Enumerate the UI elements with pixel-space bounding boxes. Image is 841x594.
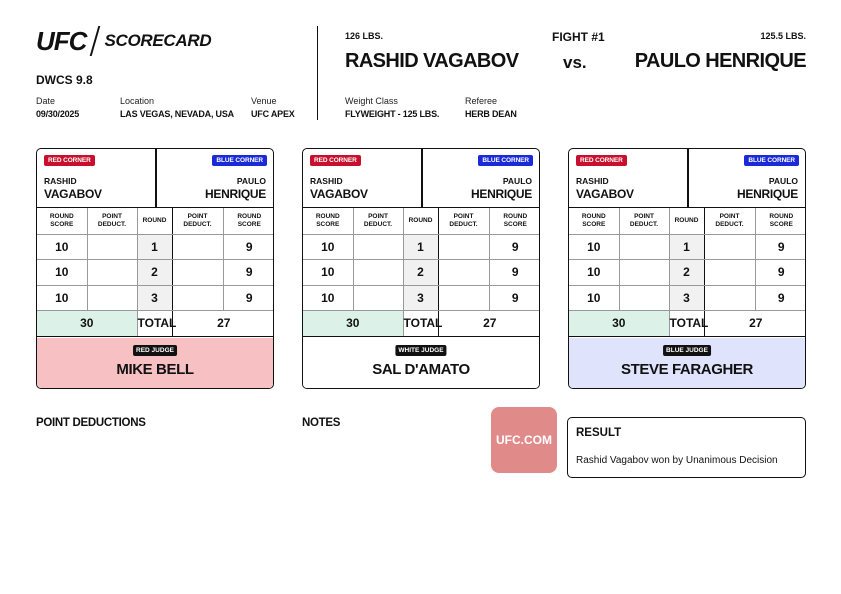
blue-point-deduction — [704, 285, 755, 311]
red-round-score: 10 — [37, 285, 87, 311]
referee-label: Referee — [465, 96, 498, 106]
total-label: TOTAL — [137, 311, 172, 337]
result-box — [567, 417, 806, 478]
blue-fighter-first-name: PAULO — [768, 176, 798, 186]
brand-divider — [90, 26, 101, 56]
red-fighter-last-name: VAGABOV — [310, 187, 368, 201]
total-row — [303, 311, 540, 337]
round-number: 1 — [669, 234, 704, 260]
round-row — [569, 260, 806, 286]
judge-name: MIKE BELL — [116, 361, 194, 378]
round-number: 2 — [403, 260, 438, 286]
red-total-score: 30 — [569, 311, 669, 337]
venue-label: Venue — [251, 96, 277, 106]
blue-fighter-first-name: PAULO — [502, 176, 532, 186]
versus-label: vs. — [563, 53, 587, 72]
red-round-score: 10 — [37, 234, 87, 260]
date-value: 09/30/2025 — [36, 109, 80, 119]
blue-round-score: 9 — [489, 285, 540, 311]
red-fighter-last-name: VAGABOV — [576, 187, 634, 201]
red-corner-tag: RED CORNER — [310, 155, 361, 166]
round-row — [569, 285, 806, 311]
blue-round-score-header: ROUND SCORE — [489, 208, 540, 234]
result-title: RESULT — [576, 427, 622, 439]
round-number: 2 — [137, 260, 172, 286]
card-header-divider — [687, 149, 689, 208]
scorecard-title: SCORECARD — [104, 31, 212, 50]
round-header: ROUND — [669, 208, 704, 234]
score-table-header — [37, 208, 274, 234]
scorecard — [568, 148, 806, 389]
red-round-score: 10 — [569, 260, 619, 286]
red-round-score: 10 — [569, 285, 619, 311]
blue-fighter-weight: 125.5 LBS. — [760, 31, 806, 41]
red-point-deduct-header: POINT DEDUCT. — [87, 208, 137, 234]
brand-header — [36, 26, 211, 56]
blue-total-score: 27 — [438, 311, 540, 337]
score-table-header — [303, 208, 540, 234]
total-row — [37, 311, 274, 337]
red-fighter-last-name: VAGABOV — [44, 187, 102, 201]
judge-area — [569, 338, 805, 389]
blue-total-score: 27 — [172, 311, 274, 337]
round-row — [569, 234, 806, 260]
card-header-divider — [155, 149, 157, 208]
round-row — [37, 260, 274, 286]
blue-point-deduct-header: POINT DEDUCT. — [704, 208, 755, 234]
location-value: LAS VEGAS, NEVADA, USA — [120, 109, 234, 119]
red-round-score: 10 — [303, 285, 353, 311]
red-fighter-first-name: RASHID — [310, 176, 343, 186]
round-header: ROUND — [403, 208, 438, 234]
score-table — [303, 208, 540, 337]
location-label: Location — [120, 96, 155, 106]
total-row — [569, 311, 806, 337]
blue-point-deduction — [172, 285, 223, 311]
blue-round-score-header: ROUND SCORE — [755, 208, 806, 234]
red-round-score-header: ROUND SCORE — [569, 208, 619, 234]
red-total-score: 30 — [303, 311, 403, 337]
ufc-com-badge-text: UFC.COM — [496, 433, 552, 447]
blue-round-score: 9 — [755, 285, 806, 311]
round-number: 3 — [669, 285, 704, 311]
red-round-score-header: ROUND SCORE — [37, 208, 87, 234]
blue-round-score: 9 — [489, 260, 540, 286]
red-total-score: 30 — [37, 311, 137, 337]
blue-round-score: 9 — [223, 260, 274, 286]
round-number: 1 — [137, 234, 172, 260]
card-header — [303, 149, 539, 208]
card-header — [37, 149, 273, 208]
blue-point-deduct-header: POINT DEDUCT. — [438, 208, 489, 234]
point-deductions-title: POINT DEDUCTIONS — [36, 417, 146, 429]
blue-point-deduction — [704, 260, 755, 286]
ufc-com-badge[interactable] — [491, 407, 557, 473]
judge-name: STEVE FARAGHER — [621, 361, 753, 378]
date-label: Date — [36, 96, 56, 106]
red-round-score: 10 — [303, 234, 353, 260]
weight-class-value: FLYWEIGHT - 125 LBS. — [345, 109, 440, 119]
red-point-deduction — [87, 234, 137, 260]
scorecard — [36, 148, 274, 389]
round-row — [37, 234, 274, 260]
blue-round-score: 9 — [223, 234, 274, 260]
card-header — [569, 149, 805, 208]
red-point-deduction — [353, 260, 403, 286]
blue-corner-tag: BLUE CORNER — [212, 155, 267, 166]
result-text: Rashid Vagabov won by Unanimous Decision — [576, 455, 778, 466]
blue-fighter-last-name: HENRIQUE — [737, 187, 798, 201]
blue-point-deduction — [438, 285, 489, 311]
scorecard — [302, 148, 540, 389]
blue-point-deduct-header: POINT DEDUCT. — [172, 208, 223, 234]
weight-class-label: Weight Class — [345, 96, 398, 106]
referee-value: HERB DEAN — [465, 109, 517, 119]
round-row — [303, 260, 540, 286]
red-point-deduction — [87, 260, 137, 286]
judge-area — [37, 338, 273, 389]
round-row — [303, 285, 540, 311]
round-number: 2 — [669, 260, 704, 286]
score-table — [37, 208, 274, 337]
round-row — [303, 234, 540, 260]
red-fighter-first-name: RASHID — [576, 176, 609, 186]
notes-title: NOTES — [302, 417, 341, 429]
judge-tag: RED JUDGE — [133, 345, 177, 356]
blue-total-score: 27 — [704, 311, 806, 337]
red-point-deduction — [353, 234, 403, 260]
total-label: TOTAL — [403, 311, 438, 337]
score-table-header — [569, 208, 806, 234]
blue-fighter-last-name: HENRIQUE — [471, 187, 532, 201]
blue-fighter-first-name: PAULO — [236, 176, 266, 186]
red-fighter-name: RASHID VAGABOV — [345, 50, 519, 72]
judge-tag: BLUE JUDGE — [663, 345, 711, 356]
blue-point-deduction — [438, 234, 489, 260]
card-header-divider — [421, 149, 423, 208]
blue-round-score: 9 — [489, 234, 540, 260]
round-number: 3 — [137, 285, 172, 311]
event-name: DWCS 9.8 — [36, 73, 93, 87]
red-round-score-header: ROUND SCORE — [303, 208, 353, 234]
fight-number: FIGHT #1 — [552, 30, 605, 44]
blue-point-deduction — [172, 260, 223, 286]
blue-point-deduction — [172, 234, 223, 260]
blue-corner-tag: BLUE CORNER — [744, 155, 799, 166]
ufc-logo: UFC — [36, 25, 87, 56]
judge-tag: WHITE JUDGE — [395, 345, 446, 356]
red-round-score: 10 — [569, 234, 619, 260]
header-divider — [317, 26, 318, 120]
blue-fighter-last-name: HENRIQUE — [205, 187, 266, 201]
blue-corner-tag: BLUE CORNER — [478, 155, 533, 166]
venue-value: UFC APEX — [251, 109, 295, 119]
blue-round-score-header: ROUND SCORE — [223, 208, 274, 234]
red-point-deduct-header: POINT DEDUCT. — [353, 208, 403, 234]
red-fighter-weight: 126 LBS. — [345, 31, 384, 41]
blue-point-deduction — [704, 234, 755, 260]
red-point-deduct-header: POINT DEDUCT. — [619, 208, 669, 234]
red-corner-tag: RED CORNER — [44, 155, 95, 166]
blue-point-deduction — [438, 260, 489, 286]
red-corner-tag: RED CORNER — [576, 155, 627, 166]
round-row — [37, 285, 274, 311]
total-label: TOTAL — [669, 311, 704, 337]
blue-round-score: 9 — [223, 285, 274, 311]
red-point-deduction — [619, 260, 669, 286]
score-table — [569, 208, 806, 337]
red-fighter-first-name: RASHID — [44, 176, 77, 186]
blue-fighter-name: PAULO HENRIQUE — [634, 50, 806, 72]
red-round-score: 10 — [37, 260, 87, 286]
red-point-deduction — [87, 285, 137, 311]
round-header: ROUND — [137, 208, 172, 234]
round-number: 1 — [403, 234, 438, 260]
red-point-deduction — [619, 234, 669, 260]
round-number: 3 — [403, 285, 438, 311]
blue-round-score: 9 — [755, 260, 806, 286]
judge-area — [303, 338, 539, 389]
red-point-deduction — [619, 285, 669, 311]
judge-name: SAL D'AMATO — [372, 361, 470, 378]
red-round-score: 10 — [303, 260, 353, 286]
red-point-deduction — [353, 285, 403, 311]
blue-round-score: 9 — [755, 234, 806, 260]
